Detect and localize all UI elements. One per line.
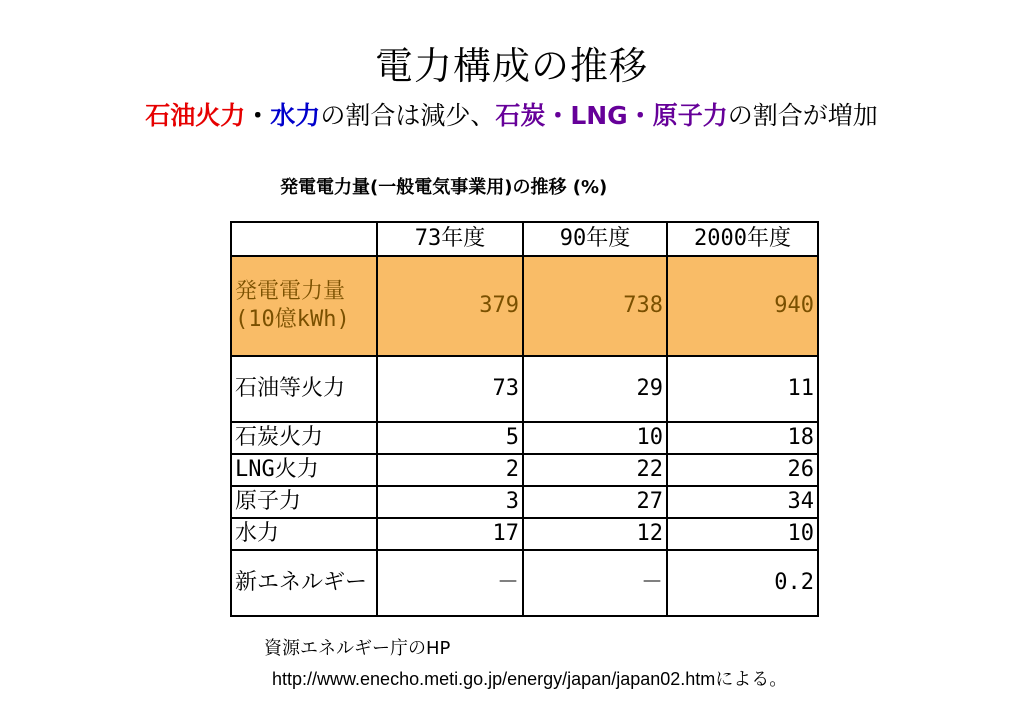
cell-value: 12 xyxy=(523,518,667,550)
cell-value: 2 xyxy=(377,454,523,486)
cell-value: 0.2 xyxy=(667,550,818,616)
row-label: 新エネルギー xyxy=(231,550,377,616)
table-header-row xyxy=(231,222,818,256)
subtitle-oil-thermal: 石油火力 xyxy=(145,101,246,130)
table-row-total-generation xyxy=(231,256,818,356)
table-row-new-energy xyxy=(231,550,818,616)
cell-value: 73 xyxy=(377,356,523,422)
header-cell-empty xyxy=(231,222,377,256)
cell-value: 3 xyxy=(377,486,523,518)
table-row-coal-thermal xyxy=(231,422,818,454)
row-label: 水力 xyxy=(231,518,377,550)
power-generation-table xyxy=(230,221,819,617)
cell-value: 5 xyxy=(377,422,523,454)
cell-value: － xyxy=(523,550,667,616)
row-label: 原子力 xyxy=(231,486,377,518)
table-row-oil-thermal xyxy=(231,356,818,422)
row-label: 発電電力量 (10億kWh) xyxy=(231,256,377,356)
cell-value: 940 xyxy=(667,256,818,356)
table-row-lng-thermal xyxy=(231,454,818,486)
cell-value: 29 xyxy=(523,356,667,422)
subtitle-separator: ・ xyxy=(245,101,271,130)
source-url: http://www.enecho.meti.go.jp/energy/japan/japan02.htmによる。 xyxy=(272,669,788,689)
cell-value: 18 xyxy=(667,422,818,454)
subtitle-decrease-text: の割合は減少、 xyxy=(320,101,496,130)
table-caption: 発電電力量(一般電気事業用)の推移 (%) xyxy=(280,177,608,198)
cell-value: － xyxy=(377,550,523,616)
header-cell-1990: 90年度 xyxy=(523,222,667,256)
cell-value: 11 xyxy=(667,356,818,422)
table-row-nuclear xyxy=(231,486,818,518)
source-note: 資源エネルギー庁のHP xyxy=(264,638,451,659)
slide-subtitle xyxy=(0,98,1023,134)
cell-value: 27 xyxy=(523,486,667,518)
cell-value: 34 xyxy=(667,486,818,518)
cell-value: 10 xyxy=(523,422,667,454)
subtitle-increasing-sources: 石炭・LNG・原子力 xyxy=(495,101,728,130)
subtitle-hydro: 水力 xyxy=(270,101,321,130)
row-label: LNG火力 xyxy=(231,454,377,486)
header-cell-1973: 73年度 xyxy=(377,222,523,256)
cell-value: 379 xyxy=(377,256,523,356)
cell-value: 738 xyxy=(523,256,667,356)
subtitle-increase-text: の割合が増加 xyxy=(727,101,878,130)
cell-value: 10 xyxy=(667,518,818,550)
header-cell-2000: 2000年度 xyxy=(667,222,818,256)
cell-value: 22 xyxy=(523,454,667,486)
row-label: 石炭火力 xyxy=(231,422,377,454)
cell-value: 26 xyxy=(667,454,818,486)
slide-title: 電力構成の推移 xyxy=(374,44,648,88)
table-row-hydro xyxy=(231,518,818,550)
cell-value: 17 xyxy=(377,518,523,550)
row-label: 石油等火力 xyxy=(231,356,377,422)
